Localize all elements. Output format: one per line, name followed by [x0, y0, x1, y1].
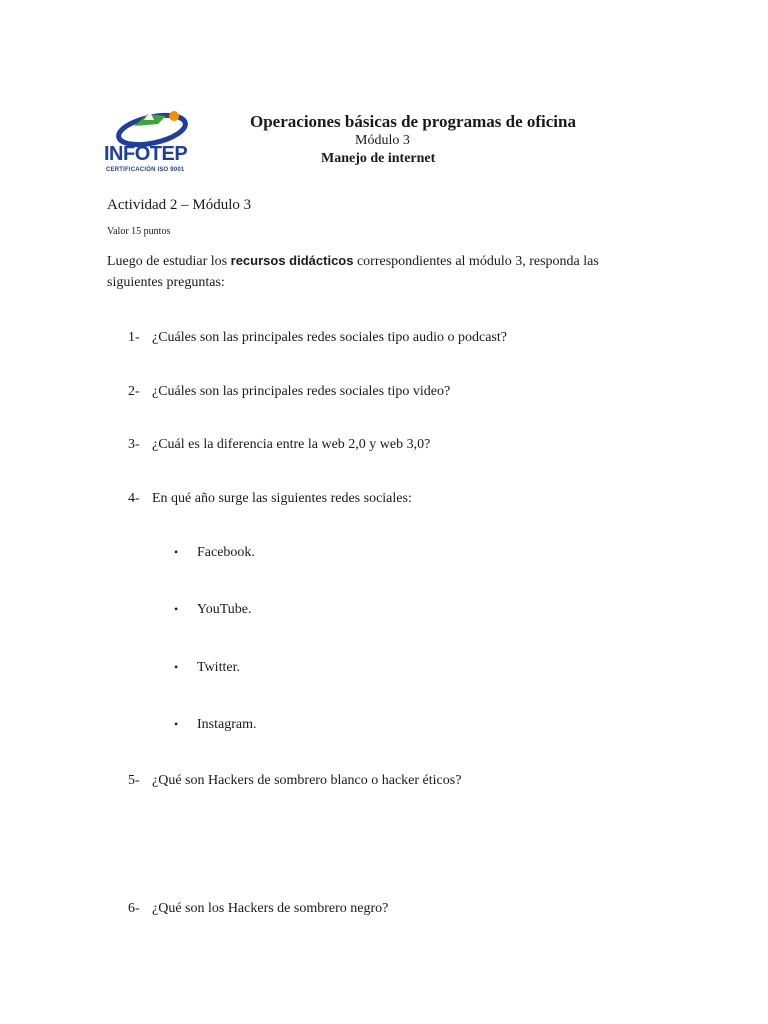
instructions-text-end: correspondientes al módulo 3, responda las siguientes preguntas: — [107, 254, 599, 290]
bullet-icon: • — [174, 660, 179, 674]
question-item — [128, 437, 430, 453]
question-number: 1- — [128, 330, 140, 345]
question-number: 5- — [128, 773, 140, 788]
list-item — [174, 602, 251, 618]
network-name: Facebook. — [197, 545, 255, 560]
list-item — [174, 545, 255, 561]
instructions-text-start: Luego de estudiar los — [107, 254, 231, 269]
question-number: 4- — [128, 491, 140, 506]
question-number: 6- — [128, 901, 140, 916]
question-item — [128, 384, 450, 400]
bullet-icon: • — [174, 545, 179, 559]
question-item — [128, 773, 461, 789]
list-item — [174, 717, 256, 733]
question-text: ¿Cuáles son las principales redes sociales tipo audio o podcast? — [152, 330, 507, 345]
question-item — [128, 330, 507, 346]
question-number: 3- — [128, 437, 140, 452]
logo-certification: CERTIFICACIÓN ISO 9001 — [106, 167, 185, 173]
subject-label: Manejo de internet — [321, 151, 436, 166]
question-text: ¿Qué son Hackers de sombrero blanco o hacker éticos? — [152, 773, 462, 788]
instructions-bold: recursos didácticos — [230, 253, 354, 268]
infotep-swoosh-icon — [114, 108, 192, 148]
question-text: En qué año surge las siguientes redes sociales: — [152, 491, 412, 506]
bullet-icon: • — [174, 717, 179, 731]
question-text: ¿Cuál es la diferencia entre la web 2,0 y web 3,0? — [152, 437, 431, 452]
network-name: Twitter. — [197, 660, 240, 675]
instructions-paragraph — [107, 250, 647, 293]
bullet-icon: • — [174, 602, 179, 616]
logo-wordmark: INFOTEP — [104, 143, 188, 165]
question-item — [128, 491, 412, 507]
question-text: ¿Cuáles son las principales redes sociales tipo video? — [152, 384, 451, 399]
activity-heading: Actividad 2 – Módulo 3 — [107, 197, 252, 213]
question-number: 2- — [128, 384, 140, 399]
module-label: Módulo 3 — [355, 133, 410, 148]
network-name: Instagram. — [197, 717, 257, 732]
question-text: ¿Qué son los Hackers de sombrero negro? — [152, 901, 389, 916]
network-name: YouTube. — [197, 602, 252, 617]
infotep-logo — [104, 108, 200, 174]
activity-points: Valor 15 puntos — [107, 226, 171, 237]
document-title: Operaciones básicas de programas de oficina — [250, 112, 576, 131]
list-item — [174, 660, 240, 676]
question-item — [128, 901, 388, 917]
